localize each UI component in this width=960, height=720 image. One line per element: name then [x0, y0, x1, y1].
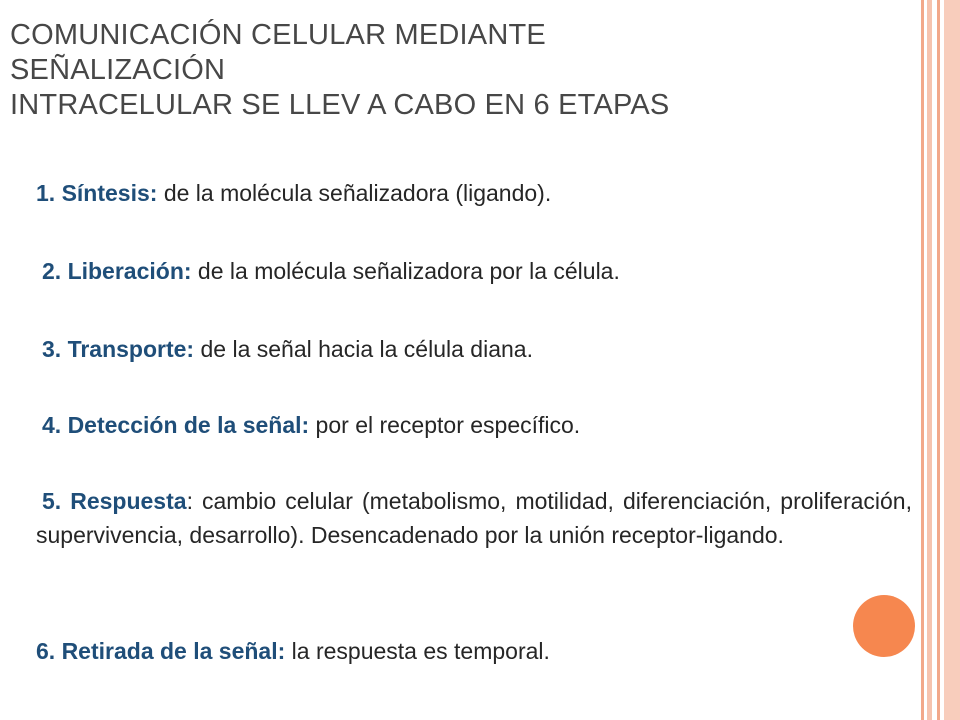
- decorative-border: [918, 0, 960, 720]
- slide-title: [10, 18, 910, 123]
- decorative-circle: [853, 595, 915, 657]
- stage-5-lead: 5. Respuesta: [42, 488, 187, 514]
- stage-6-text: la respuesta es temporal.: [285, 638, 550, 664]
- stage-3-lead: 3. Transporte:: [42, 336, 195, 362]
- stage-2-lead: 2. Liberación:: [42, 258, 192, 284]
- title-line-3: INTRACELULAR SE LLEV A CABO EN 6 ETAPAS: [10, 89, 670, 121]
- title-line-2: SEÑALIZACIÓN: [10, 54, 226, 86]
- stage-1-lead: 1. Síntesis:: [36, 180, 158, 206]
- stage-3-text: de la señal hacia la célula diana.: [194, 336, 533, 362]
- stage-5-text: : cambio celular (metabolismo, motilidad, diferenciación, proliferación, supervivencia, desarrollo). Desencadenado por la unión receptor-ligando.: [36, 488, 912, 548]
- border-stripe: [937, 0, 940, 720]
- stage-item-1: [36, 176, 912, 210]
- border-stripe: [927, 0, 932, 720]
- border-stripe: [921, 0, 924, 720]
- border-stripe: [944, 0, 960, 720]
- stage-4-text: por el receptor específico.: [309, 412, 581, 438]
- stage-4-lead: 4. Detección de la señal:: [42, 412, 310, 438]
- stage-6-lead: 6. Retirada de la señal:: [36, 638, 286, 664]
- stage-item-4: [42, 408, 918, 442]
- stage-2-text: de la molécula señalizadora por la célula.: [191, 258, 620, 284]
- stage-item-5: [36, 484, 912, 552]
- stage-item-6: [36, 634, 912, 668]
- title-line-1: COMUNICACIÓN CELULAR MEDIANTE: [10, 19, 546, 51]
- stage-item-2: [42, 254, 918, 288]
- stage-1-text: de la molécula señalizadora (ligando).: [157, 180, 552, 206]
- stage-item-3: [42, 332, 918, 366]
